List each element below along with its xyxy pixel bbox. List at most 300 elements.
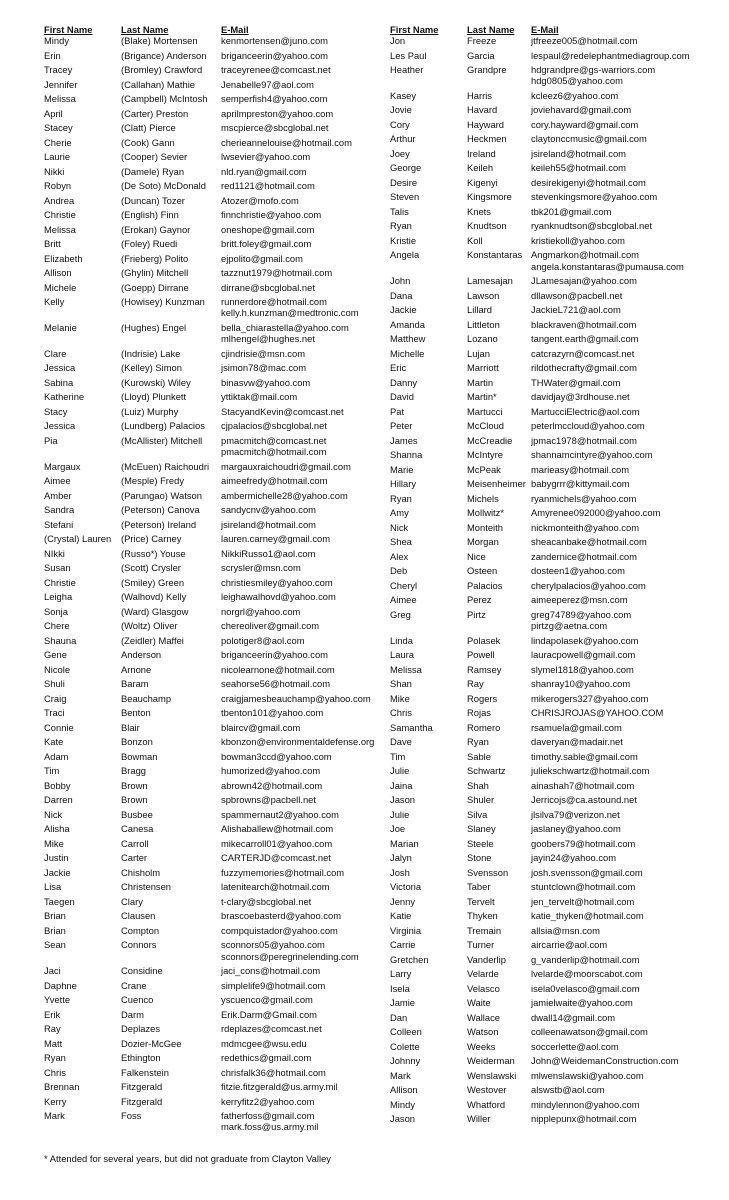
email-address: simplelife9@hotmail.com	[221, 979, 326, 991]
last-name: Willer	[467, 1113, 491, 1125]
email-address: ejpolito@gmail.com	[221, 252, 303, 264]
email-address: briganceerin@yahoo.com	[221, 649, 328, 661]
email-cell	[531, 925, 600, 940]
roster-row	[390, 983, 690, 998]
first-name: Taegen	[44, 895, 75, 907]
last-name: Watson	[467, 1026, 499, 1038]
email-cell	[531, 780, 634, 795]
email-cell	[531, 722, 622, 737]
email-cell	[531, 838, 635, 853]
email-cell	[531, 1099, 640, 1114]
first-name: Julie	[390, 765, 410, 777]
first-name: Sean	[44, 939, 66, 951]
last-name: (Cooper) Sevier	[121, 151, 188, 162]
email-address: sconnors@peregrinelending.com	[221, 950, 359, 962]
email-cell	[531, 693, 648, 708]
email-address: aprilmpreston@yahoo.com	[221, 107, 334, 119]
roster-row	[390, 191, 690, 206]
email-address: kcleez6@yahoo.com	[531, 89, 619, 101]
last-name: (Bromley) Crawford	[121, 64, 203, 75]
first-name: Desire	[390, 176, 418, 188]
roster-list-left	[44, 35, 374, 1136]
first-name: Kerry	[44, 1095, 67, 1107]
email-cell	[221, 939, 359, 965]
email-address: seahorse56@hotmail.com	[221, 678, 331, 690]
roster-row	[44, 519, 374, 534]
first-name: Samantha	[390, 721, 433, 733]
email-address: timothy.sable@gmail.com	[531, 750, 638, 762]
roster-row	[390, 478, 690, 493]
last-name: (Lloyd) Plunkett	[121, 391, 187, 403]
header-first-name: First Name	[44, 24, 93, 35]
first-name: Justin	[44, 852, 69, 864]
first-name: Colette	[390, 1040, 420, 1052]
email-cell	[221, 1052, 311, 1067]
email-address: NikkiRusso1@aol.com	[221, 547, 316, 559]
last-name: Silva	[467, 808, 488, 820]
first-name: Jon	[390, 35, 406, 46]
footnote: * Attended for several years, but did not graduate from Clayton Valley	[44, 1153, 331, 1164]
email-cell	[221, 809, 339, 824]
last-name: (Campbell) McIntosh	[121, 93, 208, 104]
email-address: MartucciElectric@aol.com	[531, 405, 640, 417]
roster-row	[44, 122, 374, 137]
email-cell	[531, 333, 639, 348]
last-name: Powell	[467, 649, 495, 661]
roster-row	[44, 490, 374, 505]
roster-row	[44, 1009, 374, 1024]
roster-row	[44, 1023, 374, 1038]
roster-row	[44, 910, 374, 925]
roster-row	[44, 322, 374, 348]
email-address: spbrowns@pacbell.net	[221, 794, 316, 806]
email-cell	[221, 35, 328, 50]
roster-row	[44, 253, 374, 268]
email-cell	[221, 562, 301, 577]
email-address: compquistador@yahoo.com	[221, 924, 338, 936]
last-name: Keileh	[467, 162, 494, 174]
email-cell	[531, 522, 639, 537]
first-name: Victoria	[390, 881, 422, 893]
first-name: Tracey	[44, 64, 73, 75]
first-name: Kate	[44, 736, 64, 748]
email-cell	[221, 577, 333, 592]
email-cell	[221, 794, 316, 809]
email-address: Angmarkon@hotmail.com	[531, 249, 639, 261]
email-cell	[531, 304, 621, 319]
roster-row	[390, 493, 690, 508]
last-name: Kigenyi	[467, 176, 498, 188]
last-name: (Carter) Preston	[121, 107, 189, 119]
email-address: yscuenco@gmail.com	[221, 994, 313, 1006]
email-address: hdgrandpre@gs-warriors.com	[531, 64, 656, 75]
roster-row	[44, 852, 374, 867]
last-name: Knudtson	[467, 220, 507, 232]
roster-row	[44, 1067, 374, 1082]
first-name: Mike	[390, 692, 410, 704]
roster-row	[390, 794, 690, 809]
email-address: bowman3ccd@yahoo.com	[221, 750, 332, 762]
roster-row	[44, 707, 374, 722]
header-last-name: Last Name	[467, 24, 515, 35]
first-name: Colleen	[390, 1026, 422, 1038]
first-name: Melissa	[44, 223, 76, 235]
email-address: tangent.earth@gmail.com	[531, 333, 639, 345]
email-cell	[221, 1110, 318, 1136]
roster-row	[390, 1070, 690, 1085]
last-name: (Price) Carney	[121, 533, 182, 545]
first-name: Matthew	[390, 333, 426, 345]
email-cell	[221, 50, 328, 65]
roster-row	[390, 997, 690, 1012]
column-header-row	[44, 24, 374, 35]
roster-row	[390, 319, 690, 334]
email-address: kbonzon@environmentaldefense.org	[221, 736, 375, 748]
first-name: Darren	[44, 794, 73, 806]
email-address: shannamcintyre@yahoo.com	[531, 449, 653, 461]
email-address: StacyandKevin@comcast.net	[221, 405, 344, 417]
first-name: Sabina	[44, 376, 74, 388]
last-name: Anderson	[121, 649, 162, 661]
last-name: (English) Finn	[121, 209, 179, 220]
email-cell	[221, 925, 338, 940]
email-cell	[221, 896, 311, 911]
email-address: fitzie.fitzgerald@us.army.mil	[221, 1081, 338, 1093]
roster-row	[390, 939, 690, 954]
first-name: Susan	[44, 562, 71, 574]
email-address: cjindrisie@msn.com	[221, 347, 306, 359]
roster-row	[390, 594, 690, 609]
roster-row	[390, 867, 690, 882]
email-address: rsamuela@gmail.com	[531, 721, 622, 733]
email-cell	[531, 852, 616, 867]
last-name: McPeak	[467, 463, 501, 475]
email-cell	[221, 707, 323, 722]
first-name: Cheryl	[390, 579, 418, 591]
last-name: Vanderlip	[467, 953, 506, 965]
email-address: fuzzymemories@hotmail.com	[221, 866, 345, 878]
roster-row	[44, 678, 374, 693]
first-name: Nikki	[44, 165, 65, 177]
last-name: Harris	[467, 89, 492, 101]
email-cell	[531, 391, 630, 406]
first-name: Lisa	[44, 881, 62, 893]
email-address: Jerricojs@ca.astound.net	[531, 794, 637, 806]
email-cell	[221, 122, 328, 137]
last-name: Polasek	[467, 634, 501, 646]
roster-row	[44, 282, 374, 297]
last-name: Martin*	[467, 391, 497, 403]
email-address: polotiger8@aol.com	[221, 634, 305, 646]
email-address: jaci_cons@hotmail.com	[221, 965, 321, 977]
email-cell	[531, 406, 640, 421]
roster-row	[390, 678, 690, 693]
first-name: Chere	[44, 620, 70, 632]
last-name: (Frieberg) Polito	[121, 252, 189, 264]
roster-row	[390, 148, 690, 163]
email-address: jayin24@yahoo.com	[531, 852, 617, 864]
email-address: chereoliver@gmail.com	[221, 620, 320, 632]
email-address: babygrrr@kittymail.com	[531, 478, 630, 490]
first-name: Sonja	[44, 605, 68, 617]
first-name: Kristie	[390, 234, 417, 246]
roster-row	[390, 536, 690, 551]
first-name: April	[44, 107, 63, 119]
last-name: Havard	[467, 104, 498, 116]
last-name: Nice	[467, 550, 486, 562]
roster-row	[44, 765, 374, 780]
last-name: Lillard	[467, 304, 493, 316]
first-name: Steven	[390, 191, 420, 203]
roster-row	[390, 954, 690, 969]
email-address: ambermichelle28@yahoo.com	[221, 489, 348, 501]
email-cell	[531, 954, 640, 969]
email-address: ryanmichels@yahoo.com	[531, 492, 637, 504]
email-address: humorized@yahoo.com	[221, 765, 321, 777]
roster-row	[44, 939, 374, 965]
email-address: desirekigenyi@hotmail.com	[531, 176, 646, 188]
first-name: Laura	[390, 649, 414, 661]
last-name: Knets	[467, 205, 491, 217]
first-name: Christie	[44, 576, 76, 588]
roster-row	[44, 780, 374, 795]
email-address: ainashah7@hotmail.com	[531, 779, 635, 791]
email-address: jpmac1978@hotmail.com	[531, 434, 637, 446]
email-cell	[531, 1026, 648, 1041]
email-cell	[531, 119, 638, 134]
email-address: daveryan@madair.net	[531, 736, 623, 748]
first-name: Ryan	[390, 492, 412, 504]
roster-row	[44, 166, 374, 181]
email-address: nld.ryan@gmail.com	[221, 165, 307, 177]
last-name: (McEuen) Raichoudri	[121, 460, 210, 472]
email-cell	[531, 507, 660, 522]
email-cell	[221, 1081, 338, 1096]
first-name: Brian	[44, 910, 66, 922]
first-name: Andrea	[44, 194, 75, 206]
first-name: Melissa	[390, 663, 422, 675]
email-address: g_vanderlip@hotmail.com	[531, 953, 640, 965]
email-address: norgrl@yahoo.com	[221, 605, 301, 617]
roster-row	[390, 1084, 690, 1099]
email-cell	[221, 965, 320, 980]
last-name: Arnone	[121, 663, 152, 675]
last-name: Velarde	[467, 968, 499, 980]
last-name: Darm	[121, 1008, 144, 1020]
first-name: Amanda	[390, 318, 425, 330]
roster-row	[390, 435, 690, 450]
first-name: Sandra	[44, 504, 75, 516]
header-first-name: First Name	[390, 24, 439, 35]
email-address: binasvw@yahoo.com	[221, 376, 311, 388]
first-name: Nick	[390, 521, 409, 533]
roster-row	[390, 304, 690, 319]
last-name: (Hughes) Engel	[121, 321, 187, 333]
roster-row	[44, 420, 374, 435]
first-name: Melanie	[44, 321, 77, 333]
first-name: Greg	[390, 608, 411, 620]
roster-row	[44, 137, 374, 152]
last-name: Wenslawski	[467, 1069, 517, 1081]
email-cell	[221, 881, 330, 896]
roster-row	[390, 90, 690, 105]
email-address: jsimon78@mac.com	[221, 362, 307, 374]
email-cell	[531, 348, 634, 363]
first-name: Shanna	[390, 449, 423, 461]
first-name: Melissa	[44, 93, 76, 104]
email-address: mlwenslawski@yahoo.com	[531, 1069, 644, 1081]
first-name: Traci	[44, 707, 65, 719]
email-cell	[531, 235, 625, 250]
last-name: Svensson	[467, 866, 509, 878]
email-address: joviehavard@gmail.com	[531, 104, 632, 116]
email-cell	[531, 191, 657, 206]
roster-row	[44, 195, 374, 210]
email-address: claytonccmusic@gmail.com	[531, 133, 647, 145]
email-cell	[221, 852, 331, 867]
first-name: Pia	[44, 434, 58, 446]
email-cell	[221, 209, 321, 224]
email-address: THWater@gmail.com	[531, 376, 621, 388]
first-name: Elizabeth	[44, 252, 83, 264]
last-name: Perez	[467, 594, 492, 606]
last-name: Tervelt	[467, 895, 495, 907]
first-name: Jenny	[390, 895, 416, 907]
first-name: Erin	[44, 49, 61, 61]
email-address: traceyrenee@comcast.net	[221, 64, 331, 75]
email-cell	[221, 519, 316, 534]
roster-row	[390, 693, 690, 708]
email-address: blaircv@gmail.com	[221, 721, 301, 733]
email-cell	[221, 620, 319, 635]
roster-row	[390, 64, 690, 90]
last-name: Crane	[121, 979, 147, 991]
last-name: Shah	[467, 779, 489, 791]
last-name: Bonzon	[121, 736, 153, 748]
email-cell	[531, 580, 646, 595]
last-name: McCreadie	[467, 434, 513, 446]
last-name: (Goepp) Dirrane	[121, 281, 189, 293]
last-name: Busbee	[121, 808, 153, 820]
first-name: Erik	[44, 1008, 61, 1020]
last-name: (Scott) Crysler	[121, 562, 181, 574]
email-cell	[531, 435, 637, 450]
email-address: alswstb@aol.com	[531, 1084, 605, 1096]
last-name: Palacios	[467, 579, 503, 591]
first-name: Jalyn	[390, 852, 412, 864]
email-address: jsireland@hotmail.com	[531, 147, 626, 159]
email-cell	[531, 1113, 636, 1128]
email-cell	[531, 649, 635, 664]
last-name: Chisholm	[121, 866, 161, 878]
first-name: Michele	[44, 281, 77, 293]
roster-row	[44, 548, 374, 563]
email-cell	[531, 1041, 619, 1056]
email-address: isela0velasco@gmail.com	[531, 982, 640, 994]
first-name: Larry	[390, 968, 412, 980]
email-address: hdg0805@yahoo.com	[531, 75, 623, 87]
email-cell	[531, 90, 618, 105]
email-address: briganceerin@yahoo.com	[221, 49, 328, 61]
last-name: Rojas	[467, 707, 491, 719]
email-cell	[531, 609, 631, 635]
roster-row	[44, 209, 374, 224]
roster-row	[44, 1110, 374, 1136]
email-cell	[531, 896, 634, 911]
last-name: Mollwitz*	[467, 507, 504, 519]
last-name: (Luiz) Murphy	[121, 405, 179, 417]
last-name: Ryan	[467, 736, 489, 748]
email-address: lauren.carney@gmail.com	[221, 533, 331, 545]
email-cell	[221, 362, 306, 377]
email-address: mindylennon@yahoo.com	[531, 1098, 640, 1110]
email-address: dwall14@gmail.com	[531, 1011, 616, 1023]
roster-row	[390, 1026, 690, 1041]
roster-row	[390, 780, 690, 795]
last-name: (Blake) Mortensen	[121, 35, 198, 46]
roster-row	[44, 838, 374, 853]
first-name: George	[390, 162, 422, 174]
last-name: (Ghylin) Mitchell	[121, 267, 189, 278]
first-name: Carrie	[390, 939, 416, 951]
last-name: (McAllister) Mitchell	[121, 434, 203, 446]
email-cell	[531, 220, 652, 235]
email-cell	[221, 635, 305, 650]
email-address: tbenton101@yahoo.com	[221, 707, 324, 719]
roster-row	[390, 449, 690, 464]
first-name: Tim	[390, 750, 406, 762]
email-cell	[221, 504, 316, 519]
first-name: David	[390, 391, 414, 403]
roster-row	[44, 591, 374, 606]
roster-row	[390, 464, 690, 479]
email-cell	[221, 180, 315, 195]
email-cell	[221, 780, 322, 795]
first-name: Yvette	[44, 994, 71, 1006]
first-name: Allison	[390, 1084, 418, 1096]
last-name: Canesa	[121, 823, 154, 835]
first-name: Gene	[44, 649, 67, 661]
email-cell	[531, 464, 629, 479]
last-name: Beauchamp	[121, 692, 172, 704]
last-name: Taber	[467, 881, 491, 893]
roster-row	[390, 736, 690, 751]
last-name: Connors	[121, 939, 157, 951]
email-address: chrisfalk36@hotmail.com	[221, 1066, 326, 1078]
first-name: Craig	[44, 692, 67, 704]
email-address: CHRISJROJAS@YAHOO.COM	[531, 707, 664, 719]
roster-row	[390, 420, 690, 435]
email-address: Jenabelle97@aol.com	[221, 78, 314, 90]
roster-row	[44, 391, 374, 406]
email-cell	[221, 664, 335, 679]
first-name: Jason	[390, 1113, 416, 1125]
roster-row	[44, 504, 374, 519]
first-name: Josh	[390, 866, 410, 878]
email-cell	[221, 548, 315, 563]
email-address: juliekschwartz@hotmail.com	[531, 765, 650, 777]
email-cell	[531, 635, 639, 650]
first-name: Chris	[390, 707, 412, 719]
last-name: Benton	[121, 707, 151, 719]
last-name: Sable	[467, 750, 491, 762]
first-name: NIkki	[44, 547, 65, 559]
email-cell	[531, 162, 626, 177]
roster-row	[44, 377, 374, 392]
first-name: Joey	[390, 147, 410, 159]
roster-row	[390, 348, 690, 363]
email-address: dosteen1@yahoo.com	[531, 565, 625, 577]
